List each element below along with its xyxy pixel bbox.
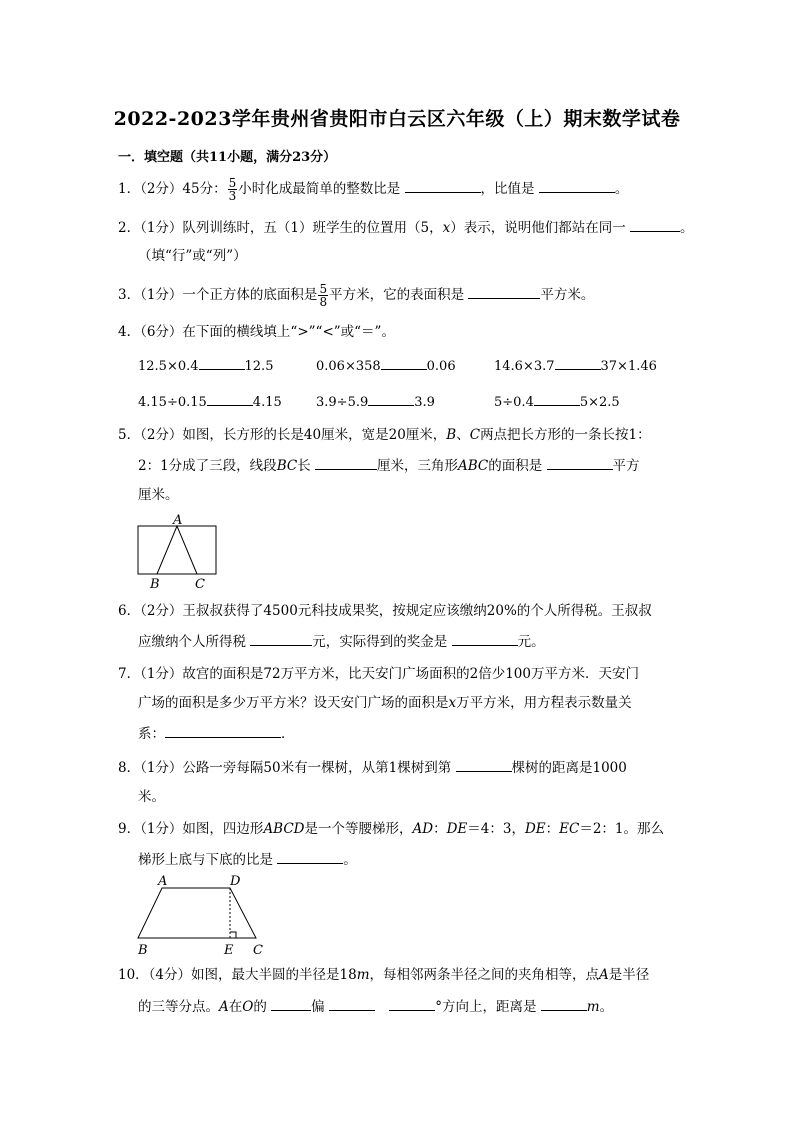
- q3-fraction: [318, 283, 328, 308]
- q10-text-2e: 方向上，距离是: [441, 999, 537, 1015]
- question-10: [118, 965, 649, 985]
- q10-var-o: O: [242, 999, 254, 1015]
- q10-var-a-2: A: [219, 999, 229, 1015]
- q6-answer-blank-2[interactable]: [452, 631, 518, 646]
- q6-text-2a: 应缴纳个人所得税: [138, 634, 246, 650]
- q8-answer-blank[interactable]: [456, 757, 512, 772]
- q4-item-5-blank[interactable]: [368, 391, 414, 406]
- q7-line-2: [138, 693, 632, 713]
- q5-text-2e: 平方: [612, 458, 640, 474]
- q7-text-2a: 广场的面积是多少万平方米？设天安门广场的面积是: [138, 695, 449, 711]
- q9-var-de-2: DE: [524, 821, 546, 837]
- question-1: [118, 177, 628, 202]
- q10-unit-m-2: m: [586, 999, 600, 1015]
- q4-item-6-right: 5×2.5: [579, 395, 620, 410]
- q6-text-2b: 元，实际得到的奖金是: [312, 634, 448, 650]
- q4-item-4: [138, 391, 282, 410]
- q5-line-2: [138, 455, 640, 476]
- q5-text-2d: 的面积是: [488, 458, 543, 474]
- q5-text-2a: 2：1分成了三段，线段: [138, 458, 277, 474]
- q5-text-2c: 厘米，三角形: [377, 458, 458, 474]
- q5-var-c: C: [469, 427, 481, 443]
- q1-text: 小时化成最简单的整数比是: [238, 181, 401, 197]
- q4-item-6-blank[interactable]: [534, 391, 580, 406]
- q5-var-bc: BC: [276, 458, 298, 474]
- q8-line-2: 米。: [138, 789, 165, 805]
- q10-answer-blank-2[interactable]: [329, 996, 375, 1011]
- q1-end: 。: [614, 181, 629, 197]
- q9-trapezoid-figure: [130, 872, 275, 958]
- q9-label-b: B: [138, 943, 148, 958]
- question-3: [118, 283, 594, 308]
- q5-line-3: 厘米。: [138, 487, 179, 503]
- q10-answer-blank-1[interactable]: [271, 996, 311, 1011]
- question-2: [118, 217, 694, 238]
- q4-item-1-blank[interactable]: [199, 355, 245, 370]
- q2-text-b: ）表示，说明他们都站在同一: [450, 220, 626, 236]
- q1-answer-blank-1[interactable]: [405, 178, 481, 193]
- q4-item-3-blank[interactable]: [555, 355, 601, 370]
- q9-var-ad: AD: [412, 821, 434, 837]
- q5-sep: 、: [456, 427, 470, 443]
- q4-item-2-right: 0.06: [426, 359, 456, 374]
- q10-text-2c: 的: [253, 999, 267, 1015]
- q3-text: 3．（1分）一个正方体的底面积是: [118, 287, 318, 303]
- q5-text-1a: 5．（2分）如图，长方形的长是40厘米，宽是20厘米，: [118, 427, 447, 443]
- q4-item-3-right: 37×1.46: [600, 359, 657, 374]
- q5-label-c: C: [195, 577, 205, 592]
- q4-item-4-blank[interactable]: [207, 391, 253, 406]
- q3-answer-blank[interactable]: [468, 284, 540, 299]
- q2-var: x: [442, 220, 451, 236]
- q5-var-b: B: [446, 427, 457, 443]
- q9-text-1a: 9．（1分）如图，四边形: [118, 821, 264, 837]
- q4-item-6-left: 5÷0.4: [494, 395, 534, 410]
- q9-var-de: DE: [446, 821, 468, 837]
- q4-item-3: [494, 355, 657, 374]
- q2-hint: （填“行”或“列”）: [138, 248, 247, 264]
- q10-text-1b: ，每相邻两条半径之间的夹角相等，点: [369, 967, 600, 983]
- q5-rectangle-figure: [130, 511, 225, 595]
- q4-item-4-right: 4.15: [252, 395, 282, 410]
- q4-item-5: [316, 391, 435, 410]
- q7-line-3: [138, 723, 295, 744]
- question-9: [118, 819, 664, 839]
- q10-line-2: [138, 996, 613, 1017]
- q6-answer-blank-1[interactable]: [250, 631, 312, 646]
- q4-item-1-right: 12.5: [244, 359, 274, 374]
- q2-end: 。: [680, 220, 694, 236]
- page-title: 2022-2023学年贵州省贵阳市白云区六年级（上）期末数学试卷: [113, 108, 681, 130]
- question-7: 7．（1分）故宫的面积是72万平方米，比天安门广场面积的2倍少100万平方米．天安门: [118, 666, 639, 682]
- q10-text-1a: 10．（4分）如图，最大半圆的半径是18: [118, 967, 357, 983]
- question-5: [118, 425, 651, 445]
- q4-item-6: [494, 391, 620, 410]
- q9-colon-2: ：: [545, 821, 560, 837]
- q4-item-4-left: 4.15÷0.15: [138, 395, 207, 410]
- question-4: 4．（6分）在下面的横线填上“>”“<”或“＝”。: [118, 324, 395, 340]
- q9-text-2a: 梯形上底与下底的比是: [138, 852, 273, 868]
- q4-item-1: [138, 355, 273, 374]
- q4-item-5-left: 3.9÷5.9: [316, 395, 369, 410]
- q5-var-abc: ABC: [458, 458, 489, 474]
- q10-answer-blank-3[interactable]: [389, 996, 435, 1011]
- q1-text2: ，比值是: [480, 181, 535, 197]
- q8-text-1b: 棵树的距离是1000: [511, 760, 627, 776]
- q9-colon-1: ：: [433, 821, 447, 837]
- q1-frac-num: 5: [228, 176, 237, 190]
- q4-item-2-left: 0.06×358: [316, 359, 381, 374]
- q4-item-3-left: 14.6×3.7: [494, 359, 555, 374]
- q1-fraction: [228, 177, 238, 202]
- q3-end: 平方米。: [540, 287, 595, 303]
- q10-text-1c: 是半径: [608, 967, 650, 983]
- q10-text-2a: 的三等分点。: [138, 999, 219, 1015]
- q8-text-1a: 8．（1分）公路一旁每隔50米有一棵树，从第1棵树到第: [118, 760, 452, 776]
- q9-label-e: E: [224, 943, 234, 958]
- q7-text-2b: 万平方米，用方程表示数量关: [456, 695, 632, 711]
- q9-var-abcd: ABCD: [263, 821, 305, 837]
- q9-label-a: A: [158, 874, 168, 889]
- q5-text-2b: 长: [297, 458, 311, 474]
- q4-item-2-blank[interactable]: [381, 355, 427, 370]
- q5-rectangle: [138, 526, 216, 574]
- q5-text-1b: 两点把长方形的一条长按1：: [480, 427, 651, 443]
- q4-item-2: [316, 355, 456, 374]
- q9-label-c: C: [253, 943, 263, 958]
- q9-var-ec: EC: [559, 821, 580, 837]
- q9-answer-blank[interactable]: [277, 849, 343, 864]
- q6-text-2c: 元。: [517, 634, 545, 650]
- q5-triangle: [157, 526, 197, 574]
- q1-answer-blank-2[interactable]: [539, 178, 615, 193]
- q5-label-b: B: [150, 577, 160, 592]
- q4-item-5-right: 3.9: [414, 395, 435, 410]
- q9-trapezoid: [138, 888, 256, 938]
- q9-right-angle-mark: [230, 932, 236, 938]
- q10-text-2d: 偏: [311, 999, 325, 1015]
- q7-var: x: [448, 695, 457, 711]
- q9-label-d: D: [230, 874, 241, 889]
- q3-frac-den: 8: [319, 295, 328, 309]
- q1-prefix: 1．（2分）45分：: [118, 181, 227, 197]
- q7-text-3a: 系：: [138, 726, 165, 742]
- q7-answer-blank[interactable]: [165, 723, 281, 738]
- q5-label-a: A: [173, 513, 183, 528]
- q9-ratio-1: ＝4：3，: [467, 821, 525, 837]
- q9-line-2: [138, 849, 357, 870]
- q2-answer-blank[interactable]: [630, 217, 680, 232]
- q10-unit-m: m: [356, 967, 370, 983]
- question-8: [118, 757, 627, 778]
- section-heading: 一．填空题（共11小题，满分23分）: [118, 150, 337, 165]
- q1-frac-den: 3: [228, 189, 237, 203]
- q5-answer-blank-1[interactable]: [315, 455, 377, 470]
- q10-answer-blank-4[interactable]: [541, 996, 587, 1011]
- q9-text-1b: 是一个等腰梯形，: [304, 821, 413, 837]
- question-6: 6．（2分）王叔叔获得了4500元科技成果奖，按规定应该缴纳20%的个人所得税。王叔叔: [118, 603, 652, 619]
- q10-var-a: A: [599, 967, 609, 983]
- q3-frac-num: 5: [319, 282, 328, 296]
- q3-text-b: 平方米，它的表面积是: [329, 287, 465, 303]
- q10-degree: °: [435, 999, 442, 1015]
- q9-ratio-2: ＝2：1。那么: [579, 821, 665, 837]
- q7-text-3b: ．: [281, 726, 295, 742]
- q10-end: 。: [599, 999, 614, 1015]
- q5-answer-blank-2[interactable]: [547, 455, 613, 470]
- q6-line-2: [138, 631, 545, 652]
- q4-item-1-left: 12.5×0.4: [138, 359, 199, 374]
- q10-text-2b: 在: [228, 999, 243, 1015]
- q9-text-2b: 。: [343, 852, 357, 868]
- q2-text: 2．（1分）队列训练时，五（1）班学生的位置用（5，: [118, 220, 443, 236]
